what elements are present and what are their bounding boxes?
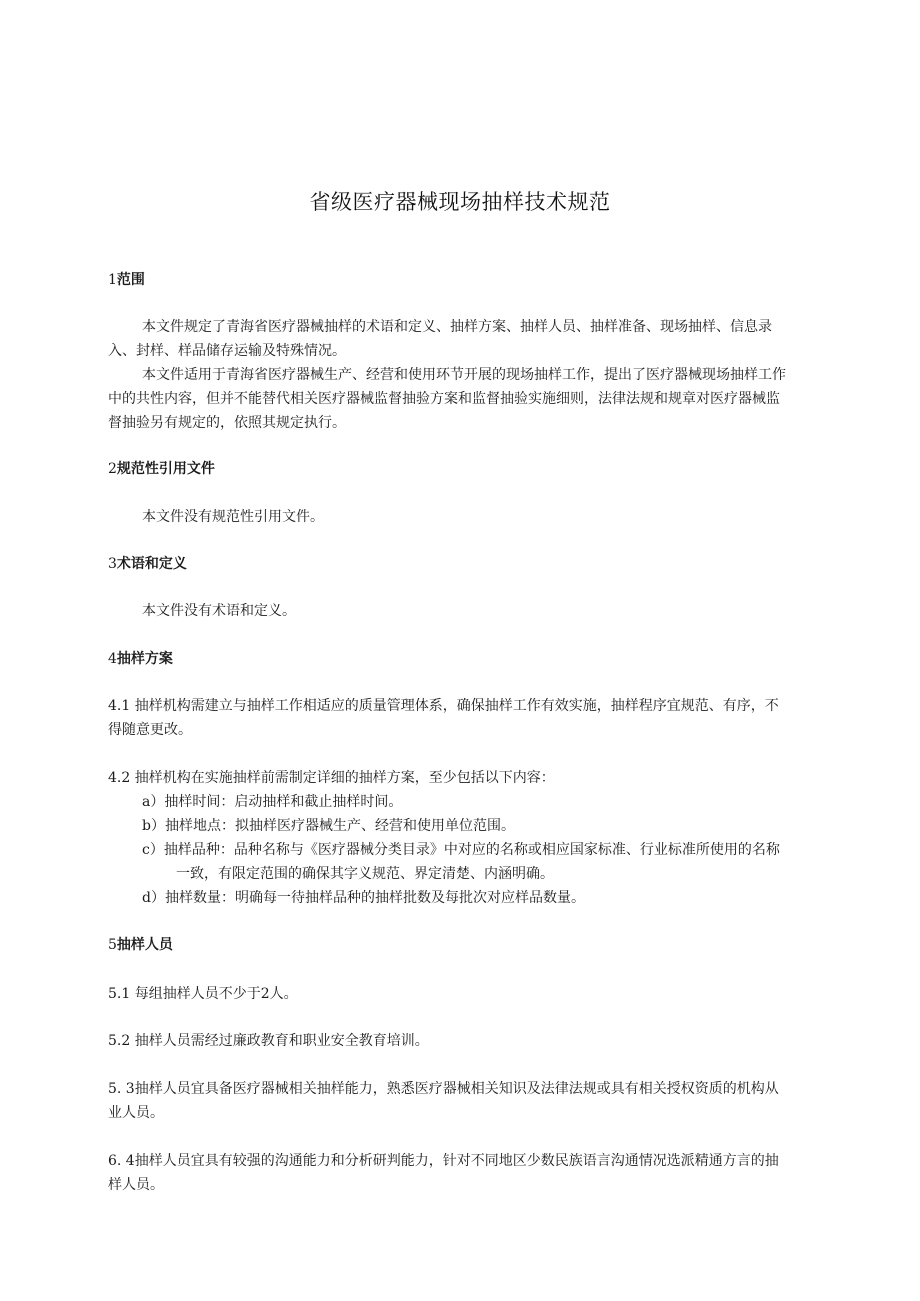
clause-5-2: 5.2 抽样人员需经过廉政教育和职业安全教育培训。 — [108, 1033, 429, 1049]
section-1-heading — [108, 270, 145, 290]
clause-5-3-line2: 业人员。 — [108, 1105, 164, 1121]
s1-p2-line3: 督抽验另有规定的，依照其规定执行。 — [108, 415, 346, 431]
s3-p1: 本文件没有术语和定义。 — [142, 603, 296, 619]
section-3-title: 术语和定义 — [116, 556, 187, 572]
clause-5-4-line1: 6. 4抽样人员宜具有较强的沟通能力和分析研判能力，针对不同地区少数民族语言沟通情况选派精通方言的抽 — [108, 1153, 779, 1169]
clause-4-2-item-a: a）抽样时间：启动抽样和截止抽样时间。 — [142, 794, 403, 810]
section-4-heading — [108, 649, 173, 669]
clause-4-2-item-d: d）抽样数量：明确每一待抽样品种的抽样批数及每批次对应样品数量。 — [142, 890, 585, 906]
s2-p1: 本文件没有规范性引用文件。 — [142, 509, 324, 525]
section-3-number: 3 — [108, 556, 117, 572]
clause-4-2: 4.2 抽样机构在实施抽样前需制定详细的抽样方案，至少包括以下内容： — [108, 770, 555, 786]
clause-4-2-item-c-line1: c）抽样品种：品种名称与《医疗器械分类目录》中对应的名称或相应国家标准、行业标准所使用的名称 — [142, 842, 780, 858]
s1-p2-line2: 中的共性内容，但并不能替代相关医疗器械监督抽验方案和监督抽验实施细则，法律法规和规章对医疗器械监 — [108, 391, 780, 407]
document-title: 省级医疗器械现场抽样技术规范 — [309, 190, 611, 214]
section-3-heading — [108, 554, 187, 574]
section-2-title: 规范性引用文件 — [116, 461, 215, 477]
section-5-heading — [108, 935, 173, 955]
s1-p1-line2: 入、封样、样品储存运输及特殊情况。 — [108, 343, 346, 359]
clause-4-1-line1: 4.1 抽样机构需建立与抽样工作相适应的质量管理体系，确保抽样工作有效实施，抽样程序宜规范、有序，不 — [108, 698, 779, 714]
section-5-number: 5 — [108, 937, 117, 953]
clause-4-2-item-b: b）抽样地点：拟抽样医疗器械生产、经营和使用单位范围。 — [142, 818, 515, 834]
clause-5-4-line2: 样人员。 — [108, 1177, 164, 1193]
section-4-number: 4 — [108, 651, 117, 667]
section-4-title: 抽样方案 — [116, 651, 173, 667]
s1-p2-line1: 本文件适用于青海省医疗器械生产、经营和使用环节开展的现场抽样工作，提出了医疗器械现场抽样工作 — [142, 367, 786, 383]
section-1-title: 范围 — [116, 272, 145, 288]
clause-5-3-line1: 5. 3抽样人员宜具备医疗器械相关抽样能力，熟悉医疗器械相关知识及法律法规或具有相关授权资质的机构从 — [108, 1081, 779, 1097]
clause-4-2-item-c-line2: 一致，有限定范围的确保其字义规范、界定清楚、内涵明确。 — [176, 866, 554, 882]
clause-4-1-line2: 得随意更改。 — [108, 722, 192, 738]
s1-p1-line1: 本文件规定了青海省医疗器械抽样的术语和定义、抽样方案、抽样人员、抽样准备、现场抽样、信息录 — [142, 319, 772, 335]
clause-5-1: 5.1 每组抽样人员不少于2人。 — [108, 986, 298, 1002]
section-5-title: 抽样人员 — [116, 937, 173, 953]
section-2-number: 2 — [108, 461, 117, 477]
section-2-heading — [108, 459, 215, 479]
section-1-number: 1 — [108, 272, 117, 288]
